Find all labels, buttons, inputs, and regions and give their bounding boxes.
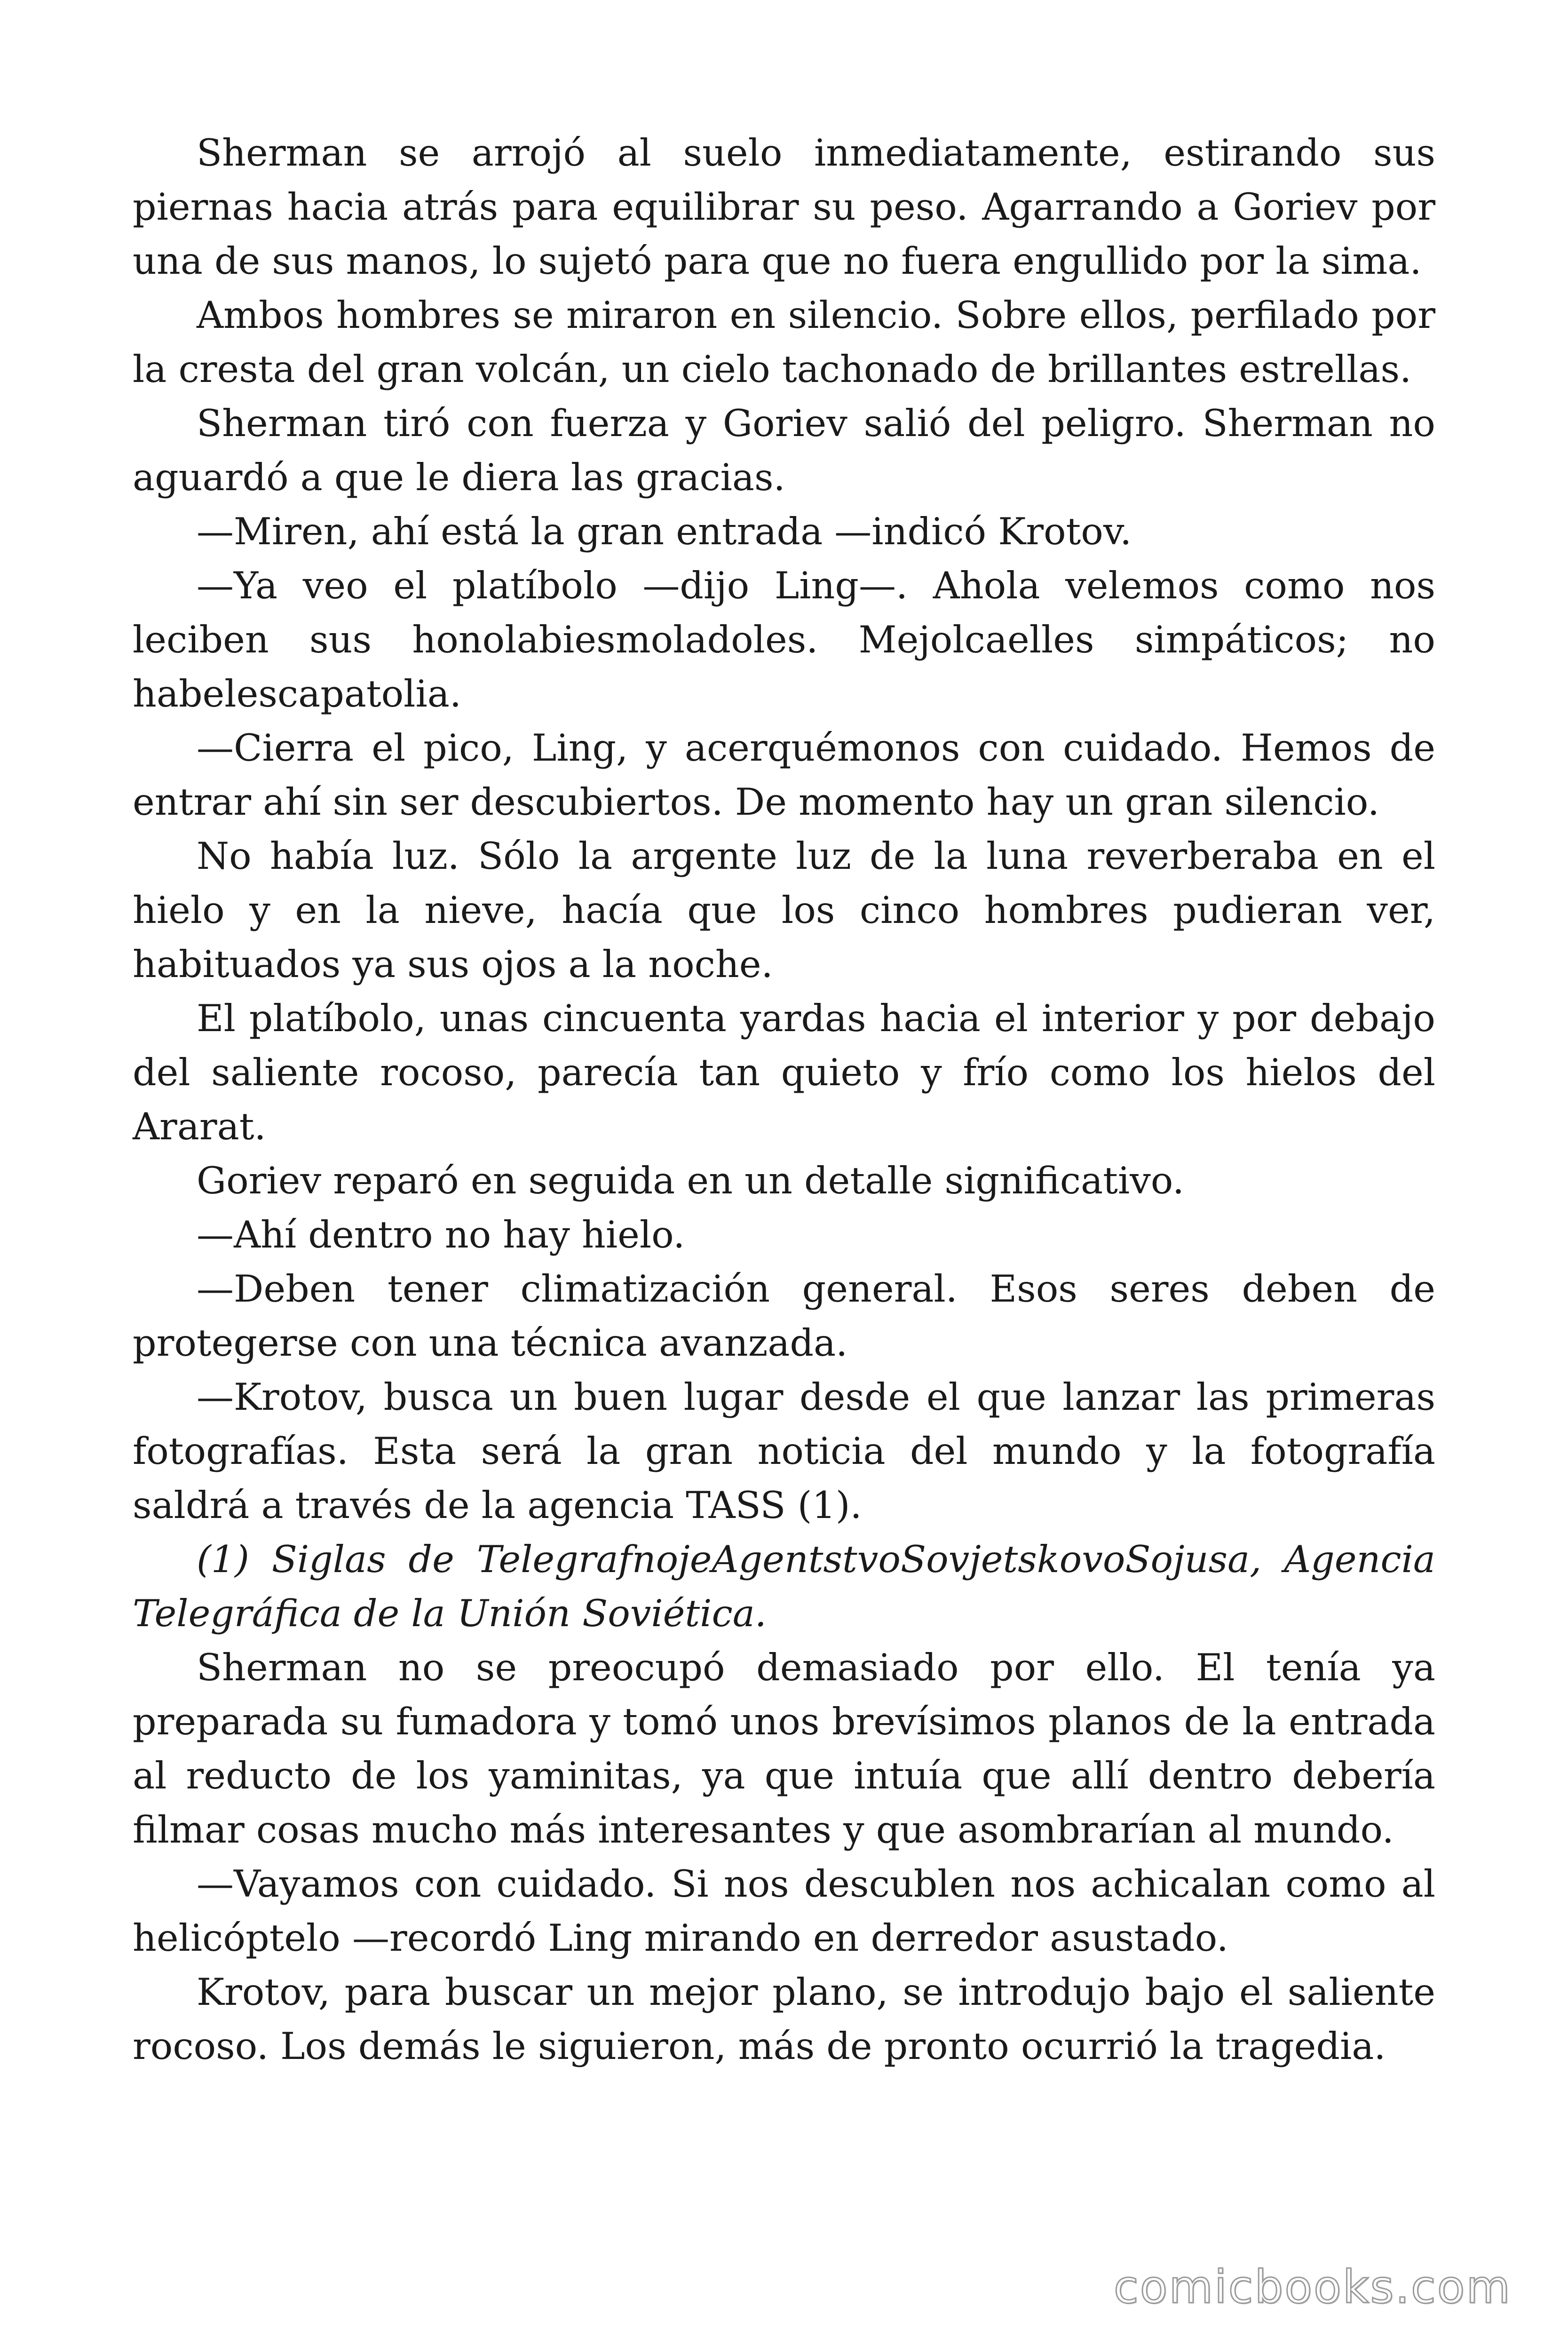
- paragraph-6: —Cierra el pico, Ling, y acerquémonos con cuidado. Hemos de entrar ahí sin ser descubiertos. De momento hay un gran silencio.: [133, 726, 1435, 824]
- paragraph-5: —Ya veo el platíbolo —dijo Ling—. Ahola velemos como nos leciben sus honolabiesmoladoles. Mejolcaelles simpáticos; no habelescapatolia.: [133, 564, 1435, 715]
- paragraph-11: —Deben tener climatización general. Esos seres deben de protegerse con una técnica avanzada.: [133, 1267, 1435, 1365]
- footnote: (1) Siglas de TelegrafnojeAgentstvoSovjetskovoSojusa, Agencia Telegráfica de la Unión Soviética.: [133, 1538, 1435, 1635]
- paragraph-3: Sherman tiró con fuerza y Goriev salió del peligro. Sherman no aguardó a que le diera las gracias.: [133, 402, 1435, 499]
- paragraph-8: El platíbolo, unas cincuenta yardas hacia el interior y por debajo del saliente rocoso, parecía tan quieto y frío como los hielos del Ararat.: [133, 997, 1435, 1148]
- page-body: [133, 126, 1435, 2074]
- paragraph-2: Ambos hombres se miraron en silencio. Sobre ellos, perfilado por la cresta del gran volcán, un cielo tachonado de brillantes estrellas.: [133, 294, 1435, 391]
- paragraph-14: —Vayamos con cuidado. Si nos descublen nos achicalan como al helicóptelo —recordó Ling mirando en derredor asustado.: [133, 1862, 1435, 1960]
- paragraph-15: Krotov, para buscar un mejor plano, se introdujo bajo el saliente rocoso. Los demás le siguieron, más de pronto ocurrió la tragedia.: [133, 1971, 1435, 2068]
- paragraph-9: Goriev reparó en seguida en un detalle significativo.: [197, 1159, 1185, 1202]
- paragraph-13: Sherman no se preocupó demasiado por ello. El tenía ya preparada su fumadora y tomó unos brevísimos planos de la entrada al reducto de los yaminitas, ya que intuía que allí dentro debería filmar cosas mucho más interesantes y que asombrarían al mundo.: [133, 1646, 1435, 1851]
- paragraph-10: —Ahí dentro no hay hielo.: [197, 1213, 685, 1256]
- watermark: comicbooks.com: [1113, 2261, 1512, 2313]
- paragraph-7: No había luz. Sólo la argente luz de la luna reverberaba en el hielo y en la nieve, hacía que los cinco hombres pudieran ver, habituados ya sus ojos a la noche.: [133, 834, 1435, 986]
- paragraph-12: —Krotov, busca un buen lugar desde el que lanzar las primeras fotografías. Esta será la gran noticia del mundo y la fotografía saldrá a través de la agencia TASS (1).: [133, 1375, 1435, 1527]
- paragraph-1: Sherman se arrojó al suelo inmediatamente, estirando sus piernas hacia atrás para equilibrar su peso. Agarrando a Goriev por una de sus manos, lo sujetó para que no fuera engullido por la sima.: [133, 131, 1435, 283]
- paragraph-4: —Miren, ahí está la gran entrada —indicó Krotov.: [197, 510, 1132, 553]
